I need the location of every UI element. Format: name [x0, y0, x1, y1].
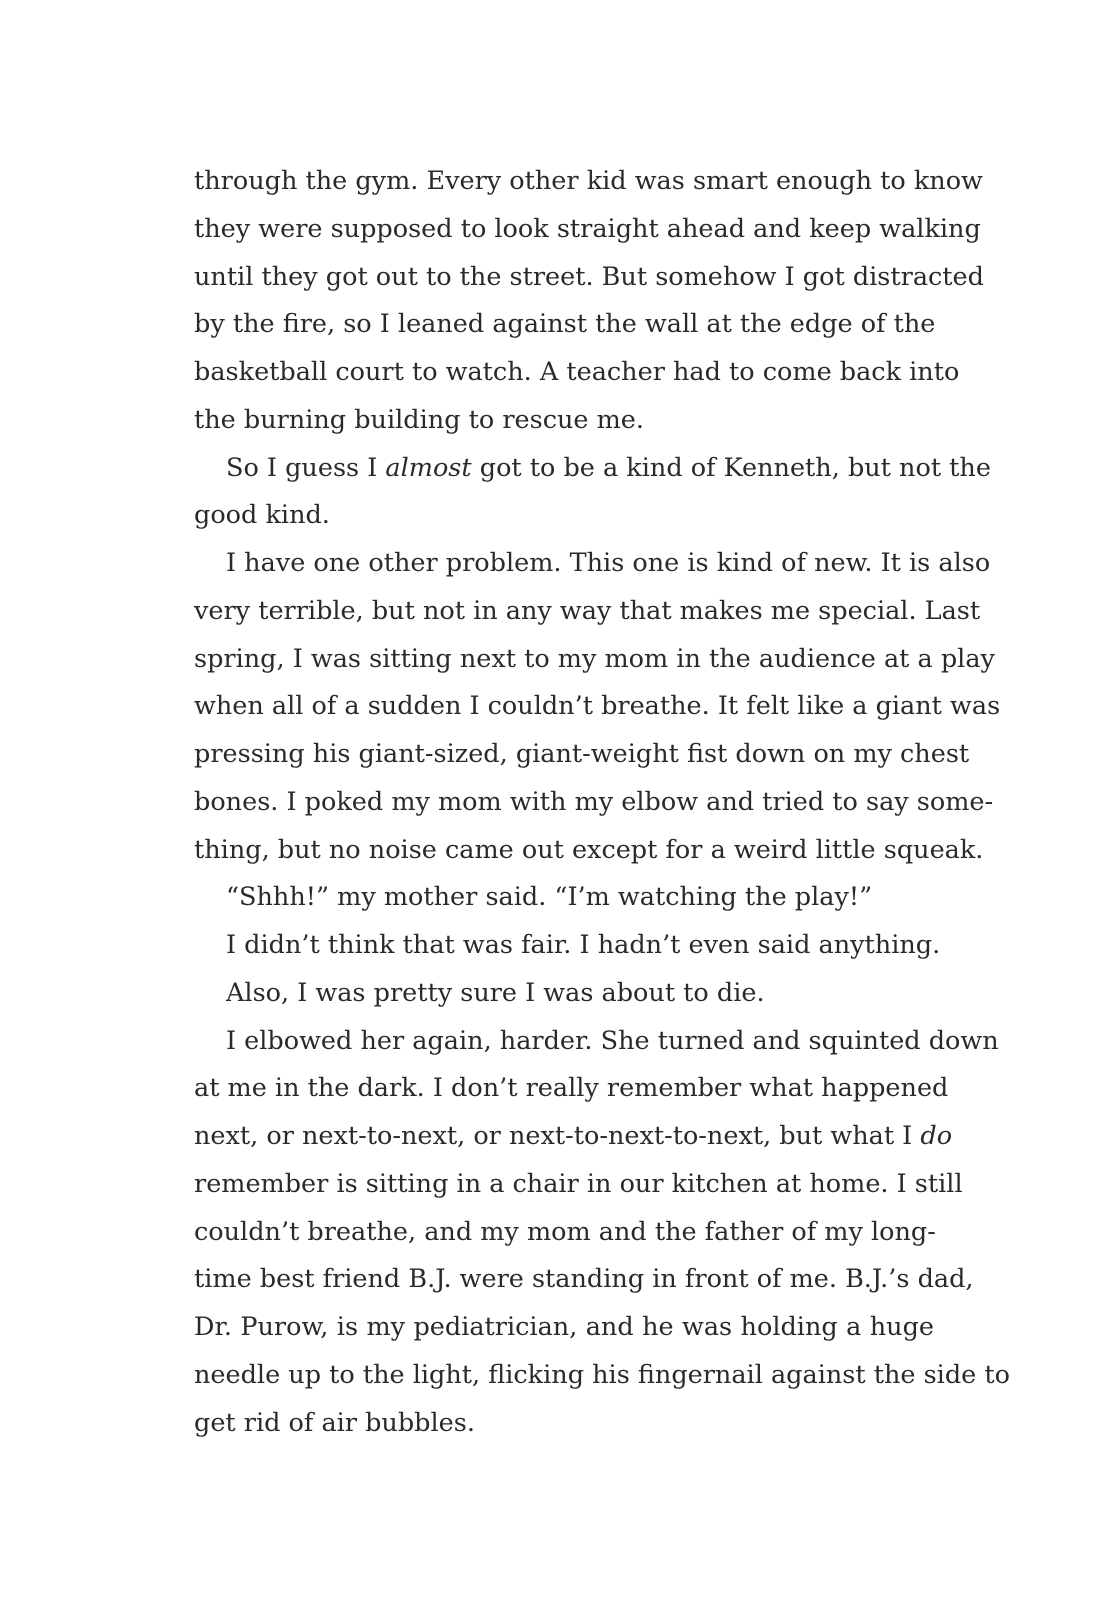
- text-line: they were supposed to look straight ahead and keep walking: [194, 213, 981, 244]
- text-fragment: got to be a kind of Kenneth, but not the: [471, 452, 991, 483]
- italic-word: almost: [385, 452, 472, 483]
- text-line: “Shhh!” my mother said. “I’m watching the play!”: [226, 882, 873, 913]
- text-fragment: next, or next-to-next, or next-to-next-to-next, but what I: [194, 1121, 921, 1151]
- text-line: when all of a sudden I couldn’t breathe. It felt like a giant was: [194, 691, 1001, 722]
- text-line: [194, 1113, 953, 1161]
- text-line: I elbowed her again, harder. She turned and squinted down: [226, 1025, 999, 1056]
- text-line: at me in the dark. I don’t really remember what happened: [194, 1073, 949, 1104]
- text-line: basketball court to watch. A teacher had to come back into: [194, 357, 960, 387]
- text-line: bones. I poked my mom with my elbow and tried to say some-: [194, 786, 994, 817]
- text-line: couldn’t breathe, and my mom and the father of my long-: [194, 1216, 936, 1247]
- text-line: needle up to the light, flicking his fingernail against the side to: [194, 1359, 1010, 1390]
- text-line: I didn’t think that was fair. I hadn’t even said anything.: [226, 930, 941, 960]
- body-text: [194, 158, 1010, 1447]
- text-line: by the fire, so I leaned against the wall at the edge of the: [194, 309, 936, 340]
- text-line: time best friend B.J. were standing in front of me. B.J.’s dad,: [194, 1264, 974, 1295]
- text-line: pressing his giant-sized, giant-weight fist down on my chest: [194, 739, 970, 769]
- text-line: spring, I was sitting next to my mom in the audience at a play: [194, 643, 995, 674]
- text-line: through the gym. Every other kid was smart enough to know: [194, 166, 983, 196]
- text-line: remember is sitting in a chair in our kitchen at home. I still: [194, 1168, 963, 1199]
- text-line: get rid of air bubbles.: [194, 1407, 475, 1438]
- text-line: until they got out to the street. But somehow I got distracted: [194, 261, 984, 292]
- text-line: Also, I was pretty sure I was about to die.: [226, 977, 765, 1008]
- text-line: very terrible, but not in any way that makes me special. Last: [194, 595, 981, 626]
- text-fragment: So I guess I: [226, 452, 386, 483]
- text-line: thing, but no noise came out except for a weird little squeak.: [194, 834, 984, 865]
- text-line: the burning building to rescue me.: [194, 404, 644, 435]
- text-line: Dr. Purow, is my pediatrician, and he was holding a huge: [194, 1312, 934, 1342]
- italic-word: do: [920, 1121, 953, 1151]
- text-line: good kind.: [194, 500, 330, 531]
- text-line: [194, 445, 991, 493]
- text-line: I have one other problem. This one is kind of new. It is also: [226, 548, 991, 578]
